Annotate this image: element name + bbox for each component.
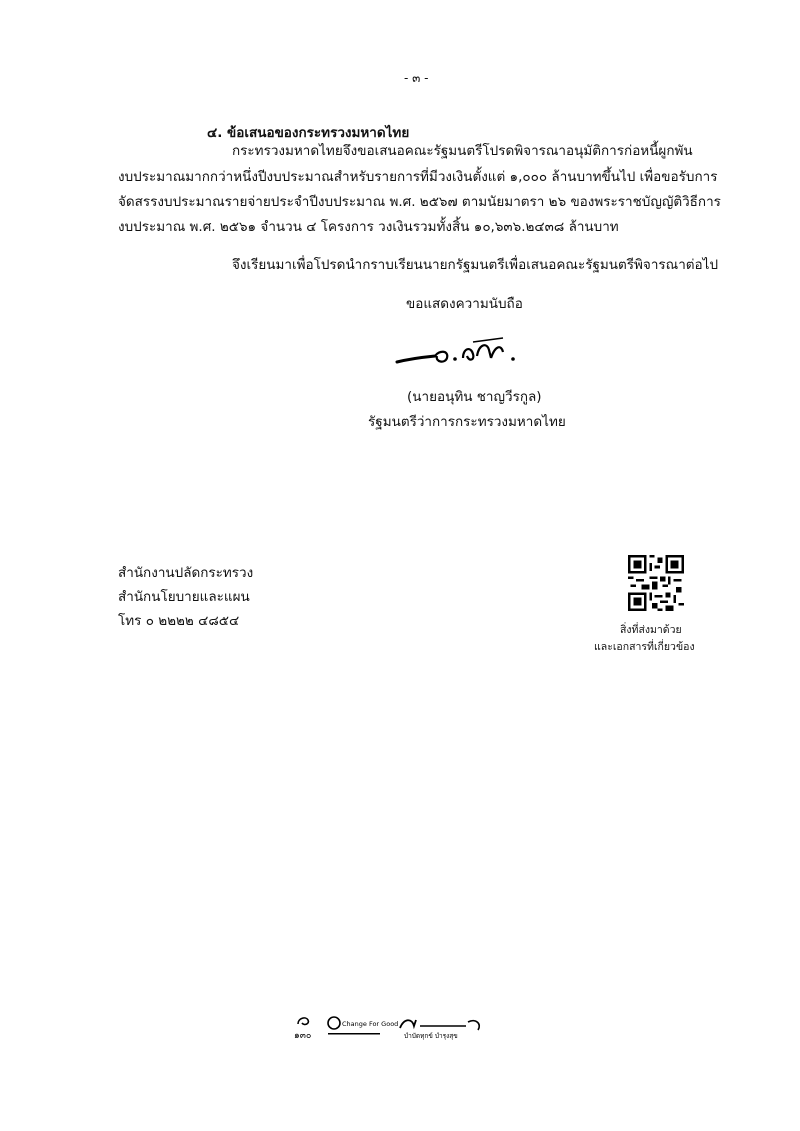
svg-text:๑๓๐: ๑๓๐ [294, 1031, 312, 1041]
salutation: ขอแสดงความนับถือ [406, 296, 523, 312]
section-heading: ๔. ข้อเสนอของกระทรวงมหาดไทย [207, 125, 410, 141]
paragraph-line: งบประมาณมากกว่าหนึ่งปีงบประมาณสำหรับรายการที่มีวงเงินตั้งแต่ ๑,๐๐๐ ล้านบาทขึ้นไป เพื่อขอรับการ [118, 169, 718, 185]
qr-code-icon [628, 555, 684, 611]
attachment-label: สิ่งที่ส่งมาด้วย [620, 624, 682, 636]
anniversary-logo [292, 1014, 320, 1040]
paragraph-line: จัดสรรงบประมาณรายจ่ายประจำปีงบประมาณ พ.ศ. ๒๕๖๗ ตามนัยมาตรา ๒๖ ของพระราชบัญญัติวิธีการ [118, 194, 721, 210]
signatory-name: (นายอนุทิน ชาญวีรกูล) [407, 389, 542, 405]
handwritten-signature [395, 330, 525, 372]
signatory-position: รัฐมนตรีว่าการกระทรวงมหาดไทย [368, 414, 566, 430]
closing-request: จึงเรียนมาเพื่อโปรดนำกราบเรียนนายกรัฐมนตรีเพื่อเสนอคณะรัฐมนตรีพิจารณาต่อไป [232, 257, 719, 273]
contact-office: สำนักงานปลัดกระทรวง [118, 565, 254, 581]
contact-phone: โทร ๐ ๒๒๒๒ ๔๘๕๔ [118, 613, 240, 629]
change-for-good-logo [326, 1014, 399, 1040]
contact-division: สำนักนโยบายและแผน [118, 589, 250, 605]
motto-logo [396, 1014, 488, 1040]
svg-text:บำบัดทุกข์ บำรุงสุข: บำบัดทุกข์ บำรุงสุข [404, 1032, 458, 1040]
paragraph-line: งบประมาณ พ.ศ. ๒๕๖๑ จำนวน ๔ โครงการ วงเงินรวมทั้งสิ้น ๑๐,๖๓๖.๒๔๓๘ ล้านบาท [118, 219, 619, 235]
footer-logos [292, 1014, 492, 1040]
page-number: - ๓ - [404, 71, 429, 85]
attachment-label: และเอกสารที่เกี่ยวข้อง [594, 641, 695, 653]
paragraph-line: กระทรวงมหาดไทยจึงขอเสนอคณะรัฐมนตรีโปรดพิจารณาอนุมัติการก่อหนี้ผูกพัน [232, 143, 693, 159]
svg-text:Change For Good: Change For Good [342, 1020, 399, 1028]
